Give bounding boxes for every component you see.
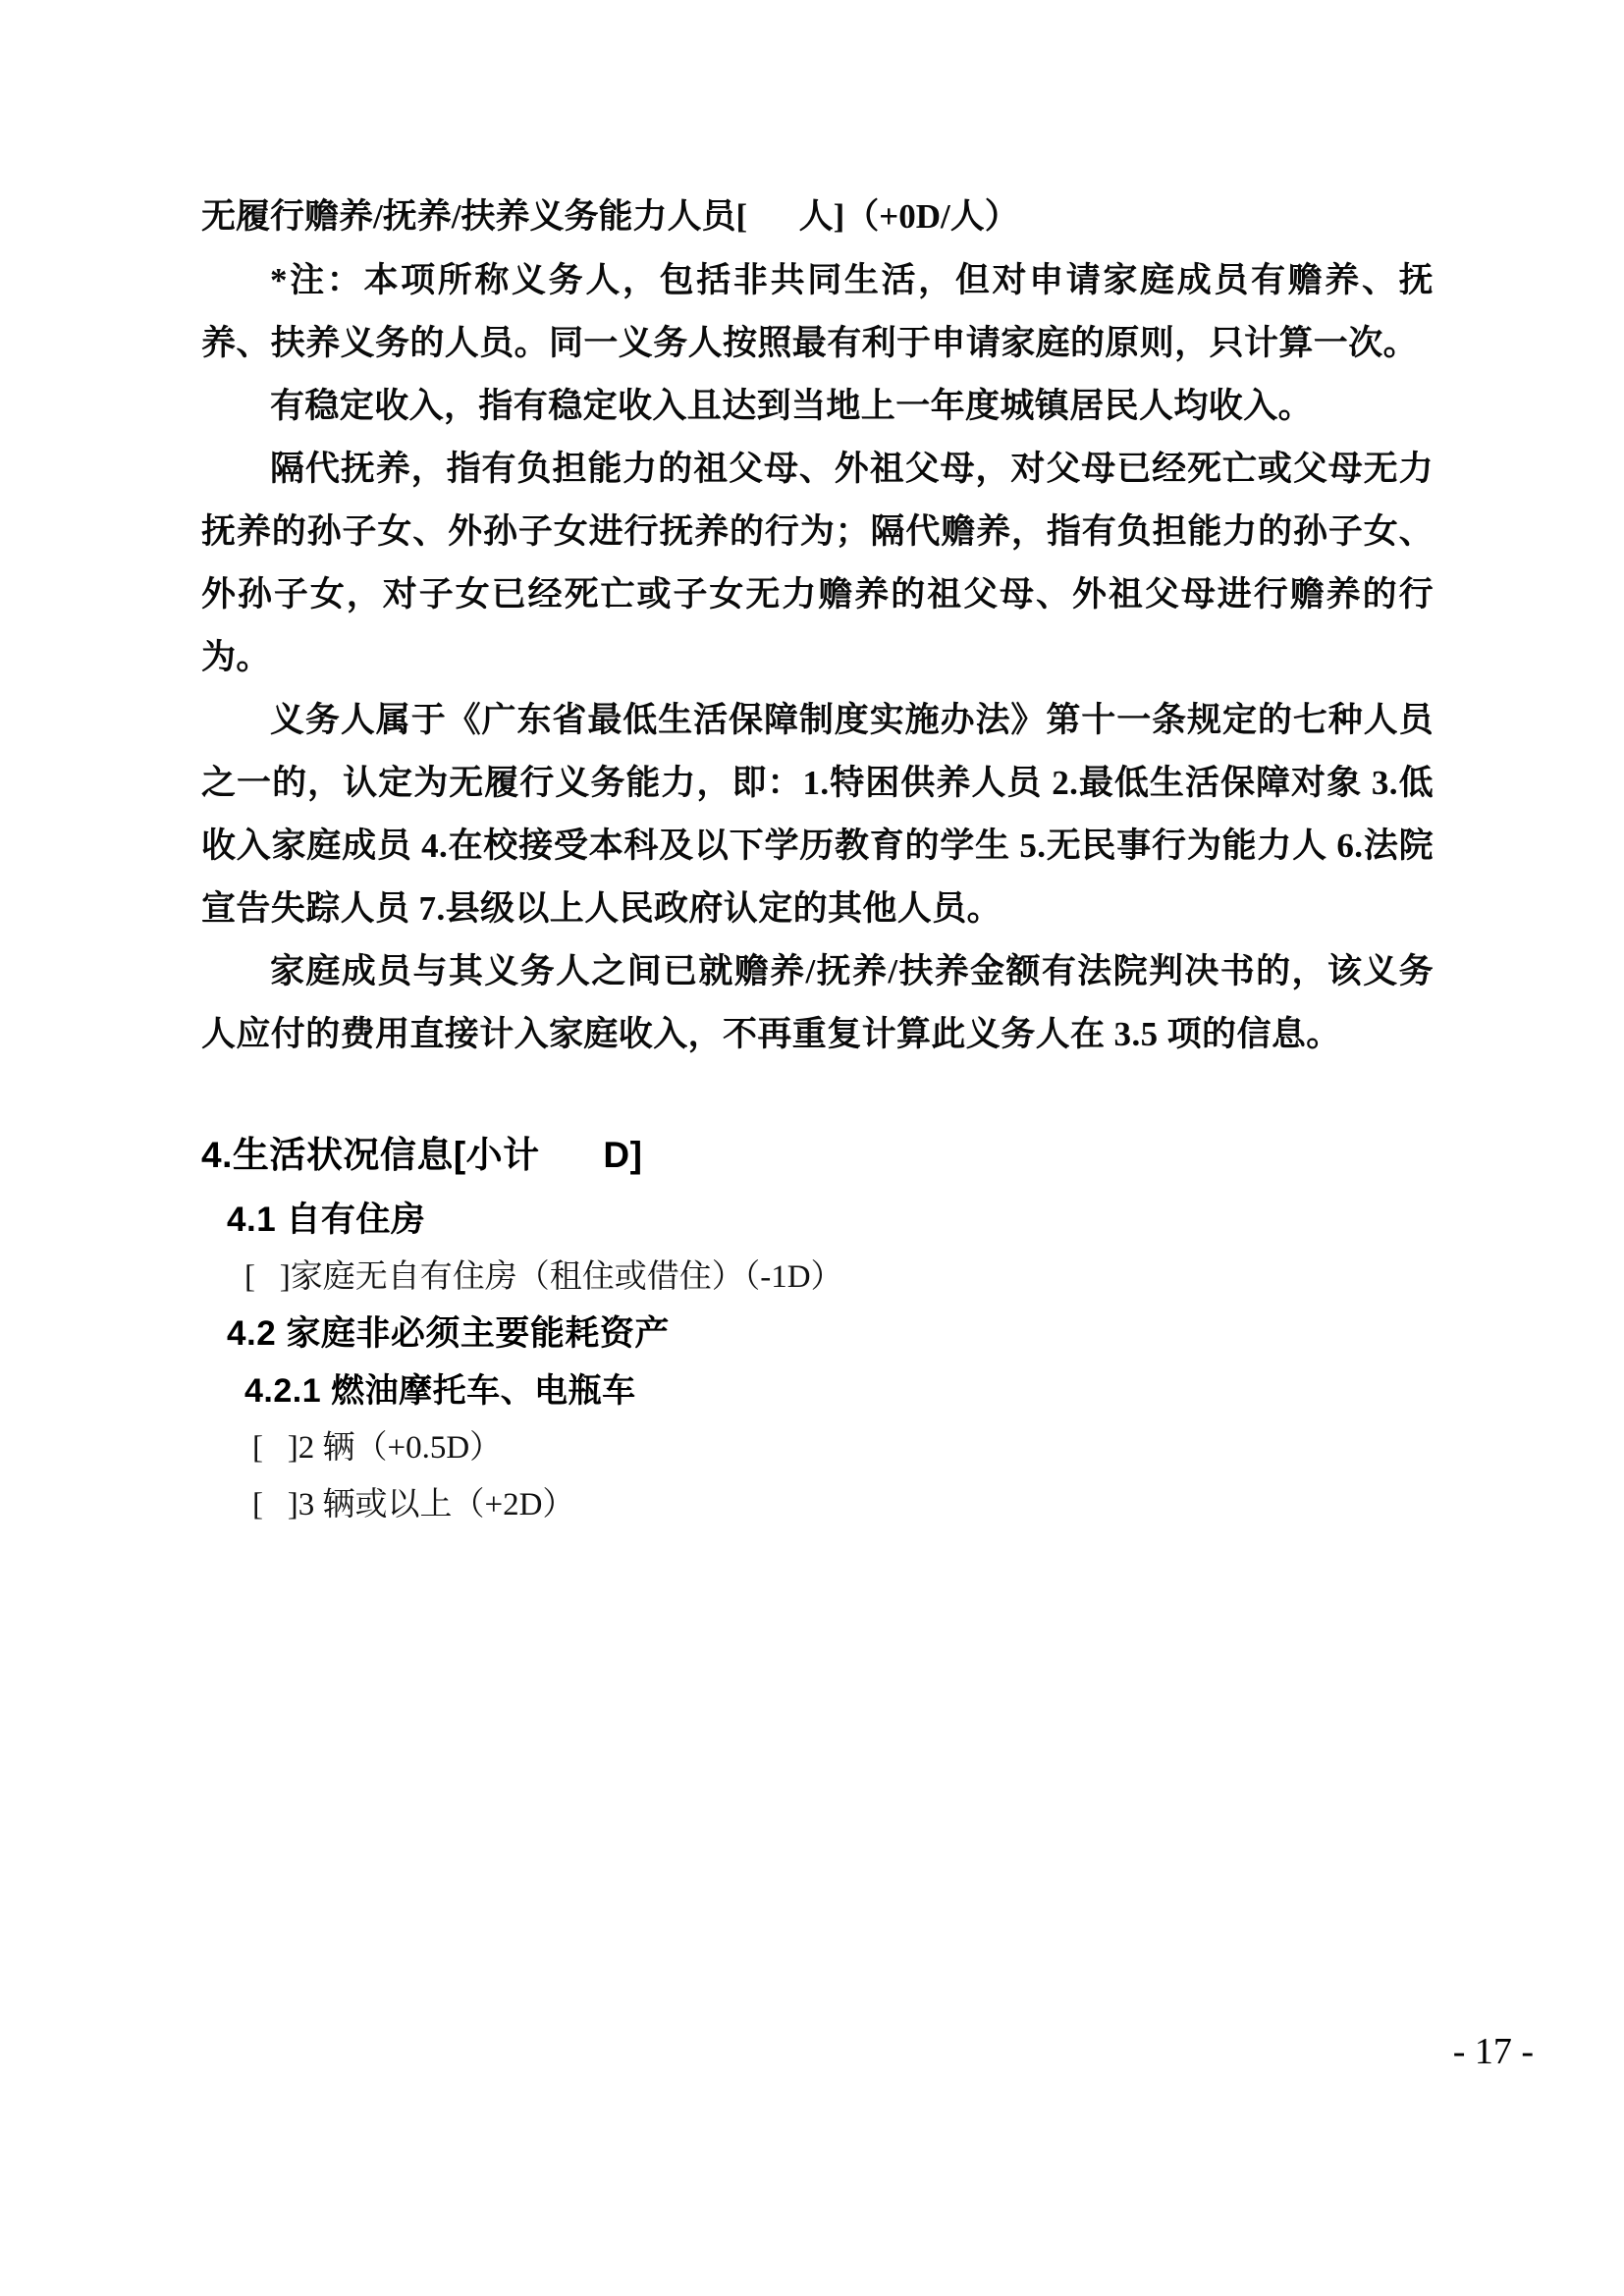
note-paragraph: *注：本项所称义务人，包括非共同生活，但对申请家庭成员有赡养、抚养、扶养义务的人员。同一义务人按照最有利于申请家庭的原则，只计算一次。 xyxy=(201,261,1434,362)
heading-spacer xyxy=(201,1184,1434,1192)
section-heading-4-2-1: 4.2.1 燃油摩托车、电瓶车 xyxy=(244,1372,636,1410)
page-content xyxy=(201,187,1434,1533)
stable-income-paragraph: 有稳定收入，指有稳定收入且达到当地上一年度城镇居民人均收入。 xyxy=(270,387,1314,425)
section-heading-4-1: 4.1 自有住房 xyxy=(227,1201,426,1239)
court-judgment-paragraph: 家庭成员与其义务人之间已就赡养/抚养/扶养金额有法院判决书的，该义务人应付的费用直接计入家庭收入，不再重复计算此义务人在 3.5 项的信息。 xyxy=(201,952,1434,1053)
checkbox-option-three-or-more-vehicles[interactable]: [ ]3 辆或以上（+2D） xyxy=(252,1487,575,1522)
intergenerational-support-paragraph: 隔代抚养，指有负担能力的祖父母、外祖父母，对父母已经死亡或父母无力抚养的孙子女、外孙子女进行抚养的行为；隔代赡养，指有负担能力的孙子女、外孙子女，对子女已经死亡或子女无力赡养的祖父母、外祖父母进行赡养的行为。 xyxy=(201,450,1434,676)
seven-categories-paragraph: 义务人属于《广东省最低生活保障制度实施办法》第十一条规定的七种人员之一的，认定为无履行义务能力，即：1.特困供养人员 2.最低生活保障对象 3.低收入家庭成员 4.在校接受本科及以下学历教育的学生 5.无民事行为能力人 6.法院宣告失踪人员 7.县级以上人民政府认定的其他人员。 xyxy=(201,701,1434,928)
checkbox-option-no-own-housing[interactable]: [ ]家庭无自有住房（租住或借住）（-1D） xyxy=(244,1259,843,1295)
obligor-capacity-line: 无履行赡养/抚养/扶养义务能力人员[ 人]（+0D/人） xyxy=(201,197,1019,236)
section-heading-4: 4.生活状况信息[小计 D] xyxy=(201,1135,643,1175)
page-number: - 17 - xyxy=(1452,2031,1534,2072)
checkbox-option-two-vehicles[interactable]: [ ]2 辆（+0.5D） xyxy=(252,1430,503,1466)
section-heading-4-2: 4.2 家庭非必须主要能耗资产 xyxy=(227,1314,670,1353)
section-spacer xyxy=(201,1066,1434,1127)
